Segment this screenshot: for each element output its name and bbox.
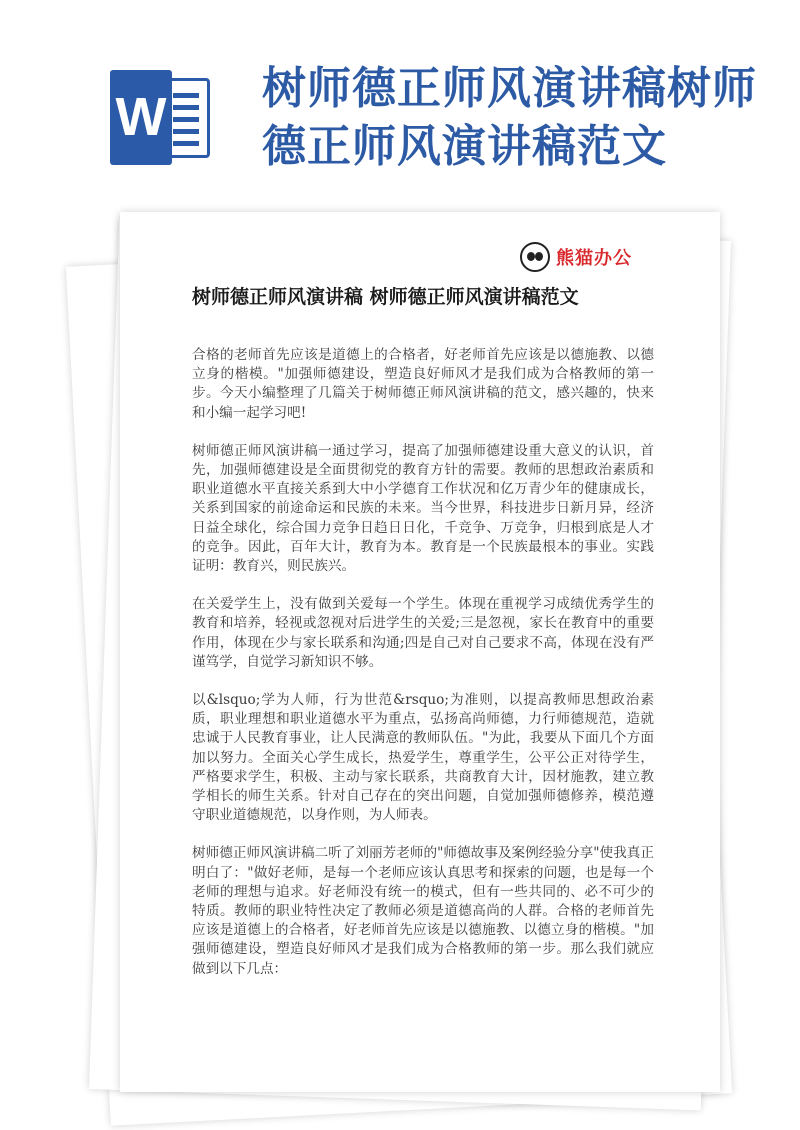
paragraph: 合格的老师首先应该是道德上的合格者，好老师首先应该是以德施教、以德立身的楷模。"加强师德建设，塑造良好师风才是我们成为合格教师的第一步。今天小编整理了几篇关于树师德正师风演讲稿的范文，感兴趣的，快来和小编一起学习吧! bbox=[192, 347, 654, 421]
paragraph: 树师德正师风演讲稿一通过学习，提高了加强师德建设重大意义的认识，首先，加强师德建设是全面贯彻党的教育方针的需要。教师的思想政治素质和职业道德水平直接关系到大中小学德育工作状况和亿万青少年的健康成长，关系到国家的前途命运和民族的未来。当今世界，科技进步日新月异，经济日益全球化，综合国力竞争日趋日日化，千竞争、万竞争，归根到底是人才的竞争。因此，百年大计，教育为本。教育是一个民族最根本的事业。实践证明：教育兴，则民族兴。 bbox=[192, 442, 654, 575]
document-title: 树师德正师风演讲稿 树师德正师风演讲稿范文 bbox=[192, 286, 579, 308]
word-line bbox=[173, 105, 199, 110]
word-line bbox=[173, 129, 199, 134]
panda-icon bbox=[520, 242, 550, 272]
paragraph: 在关爱学生上，没有做到关爱每一个学生。体现在重视学习成绩优秀学生的教育和培养，轻视或忽视对后进学生的关爱;三是忽视，家长在教育中的重要作用，体现在少与家长联系和沟通;四是自己对自己要求不高，体现在没有严谨笃学，自觉学习新知识不够。 bbox=[192, 596, 654, 670]
document-page bbox=[120, 212, 720, 1092]
document-body bbox=[192, 346, 654, 998]
page-title: 树师德正师风演讲稿树师德正师风演讲稿范文 bbox=[262, 63, 757, 172]
word-letter: W bbox=[110, 70, 172, 165]
word-document-icon bbox=[110, 70, 215, 165]
word-line bbox=[173, 117, 199, 122]
paragraph: 以&lsquo;学为人师，行为世范&rsquo;为准则，以提高教师思想政治素质，职业理想和职业道德水平为重点，弘扬高尚师德，力行师德规范，造就忠诚于人民教育事业，让人民满意的教师队伍。"为此，我要从下面几个方面加以努力。全面关心学生成长，热爱学生，尊重学生，公平公正对待学生，严格要求学生，积极、主动与家长联系，共商教育大计，因材施教，建立教学相长的师生关系。针对自己存在的突出问题，自觉加强师德修养，模范遵守职业道德规范，以身作则，为人师表。 bbox=[192, 692, 654, 824]
brand-logo bbox=[520, 242, 632, 272]
page-header bbox=[0, 0, 800, 200]
paragraph: 树师德正师风演讲稿二听了刘丽芳老师的"师德故事及案例经验分享"使我真正明白了："做好老师，是每一个老师应该认真思考和探索的问题，也是每一个老师的理想与追求。好老师没有统一的模式，但有一些共同的、必不可少的特质。教师的职业特性决定了教师必须是道德高尚的人群。合格的老师首先应该是道德上的合格者，好老师首先应该是以德施教、以德立身的楷模。"加强师德建设，塑造良好师风才是我们成为合格教师的第一步。那么我们就应做到以下几点： bbox=[192, 845, 654, 977]
word-line bbox=[173, 141, 199, 146]
logo-text: 熊猫办公 bbox=[556, 248, 632, 269]
word-line bbox=[173, 93, 199, 98]
